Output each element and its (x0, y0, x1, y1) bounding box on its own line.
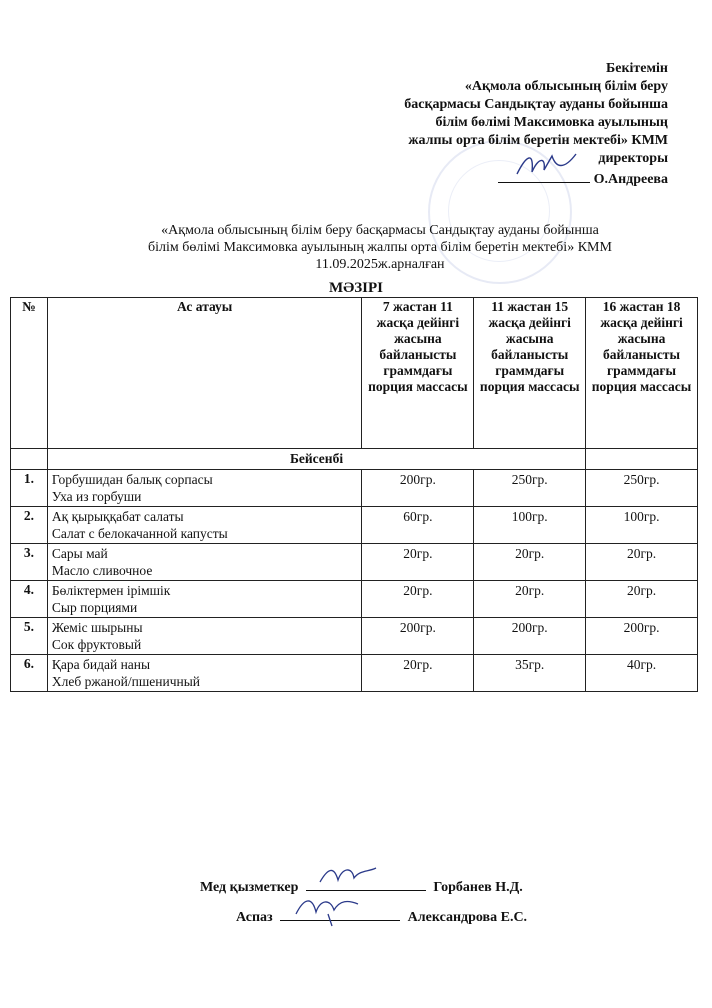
director-signature (512, 150, 582, 180)
row-number: 3. (11, 544, 48, 581)
portion-age-16-18: 20гр. (586, 544, 698, 581)
dish-name-kz: Ақ қырыққабат салаты (51, 509, 184, 524)
portion-age-16-18: 200гр. (586, 618, 698, 655)
dish-name-kz: Жеміс шырыны (51, 620, 143, 635)
row-number: 6. (11, 655, 48, 692)
med-worker-label: Мед қызметкер (200, 880, 299, 895)
table-row (11, 507, 698, 544)
approval-line: білім бөлімі Максимовка ауылының (435, 115, 668, 130)
subtitle-line-2: білім бөлімі Максимовка ауылының жалпы орта білім беретін мектебі» КММ (148, 240, 612, 255)
day-row (11, 449, 698, 470)
dish-name (47, 618, 362, 655)
dish-name (47, 544, 362, 581)
approval-line: Бекітемін (605, 61, 668, 76)
cook-name: Александрова Е.С. (407, 910, 528, 925)
menu-table (10, 297, 698, 692)
dish-name (47, 581, 362, 618)
document-subtitle (70, 222, 690, 273)
approval-line: жалпы орта білім беретін мектебі» КММ (408, 133, 668, 148)
dish-name-ru: Салат с белокачанной капусты (51, 526, 228, 541)
cook-signature-row (236, 906, 527, 926)
portion-age-7-11: 20гр. (362, 544, 474, 581)
dish-name-ru: Хлеб ржаной/пшеничный (51, 674, 201, 689)
approval-line: «Ақмола облысының білім беру (464, 79, 668, 94)
portion-age-11-15: 35гр. (474, 655, 586, 692)
subtitle-line-1: «Ақмола облысының білім беру басқармасы Сандықтау ауданы бойынша (161, 223, 599, 238)
header-dish-name: Ас атауы (47, 298, 362, 449)
cook-label: Аспаз (236, 910, 273, 925)
day-label: Бейсенбі (47, 449, 585, 470)
cook-signature (288, 892, 368, 928)
med-worker-name: Горбанев Н.Д. (433, 880, 523, 895)
director-signature-line (404, 168, 668, 189)
dish-name (47, 507, 362, 544)
table-row (11, 544, 698, 581)
portion-age-11-15: 100гр. (474, 507, 586, 544)
dish-name-kz: Сары май (51, 546, 108, 561)
table-row (11, 470, 698, 507)
header-age-7-11: 7 жастан 11 жасқа дейінгі жасына байланысты граммдағы порция массасы (362, 298, 474, 449)
dish-name-ru: Уха из горбуши (51, 489, 142, 504)
portion-age-7-11: 60гр. (362, 507, 474, 544)
approval-block (404, 60, 668, 189)
dish-name-ru: Сыр порциями (51, 600, 138, 615)
dish-name-kz: Горбушидан балық сорпасы (51, 472, 213, 487)
approval-line: директоры (598, 151, 668, 166)
header-age-16-18: 16 жастан 18 жасқа дейінгі жасына байланысты граммдағы порция массасы (586, 298, 698, 449)
menu-date: 11.09.2025ж.арналған (315, 257, 445, 272)
header-num: № (11, 298, 48, 449)
document-title: МӘЗІРІ (329, 280, 383, 296)
table-header-row (11, 298, 698, 449)
table-row (11, 655, 698, 692)
portion-age-16-18: 20гр. (586, 581, 698, 618)
signature-blank (498, 168, 590, 183)
dish-name (47, 470, 362, 507)
portion-age-11-15: 200гр. (474, 618, 586, 655)
header-age-11-15: 11 жастан 15 жасқа дейінгі жасына байланысты граммдағы порция массасы (474, 298, 586, 449)
portion-age-11-15: 250гр. (474, 470, 586, 507)
row-number: 4. (11, 581, 48, 618)
portion-age-16-18: 40гр. (586, 655, 698, 692)
dish-name (47, 655, 362, 692)
dish-name-kz: Қара бидай наны (51, 657, 151, 672)
table-row (11, 618, 698, 655)
portion-age-7-11: 20гр. (362, 655, 474, 692)
approval-line: басқармасы Сандықтау ауданы бойынша (404, 97, 668, 112)
portion-age-7-11: 200гр. (362, 618, 474, 655)
table-row (11, 581, 698, 618)
portion-age-7-11: 20гр. (362, 581, 474, 618)
dish-name-ru: Сок фруктовый (51, 637, 142, 652)
signature-blank (280, 906, 400, 921)
signature-blank (306, 876, 426, 891)
row-number: 5. (11, 618, 48, 655)
portion-age-7-11: 200гр. (362, 470, 474, 507)
portion-age-16-18: 100гр. (586, 507, 698, 544)
row-number: 2. (11, 507, 48, 544)
dish-name-ru: Масло сливочное (51, 563, 153, 578)
row-number: 1. (11, 470, 48, 507)
director-name: О.Андреева (593, 172, 668, 187)
med-signature (314, 862, 384, 890)
dish-name-kz: Бөліктермен ірімшік (51, 583, 171, 598)
portion-age-16-18: 250гр. (586, 470, 698, 507)
portion-age-11-15: 20гр. (474, 581, 586, 618)
portion-age-11-15: 20гр. (474, 544, 586, 581)
